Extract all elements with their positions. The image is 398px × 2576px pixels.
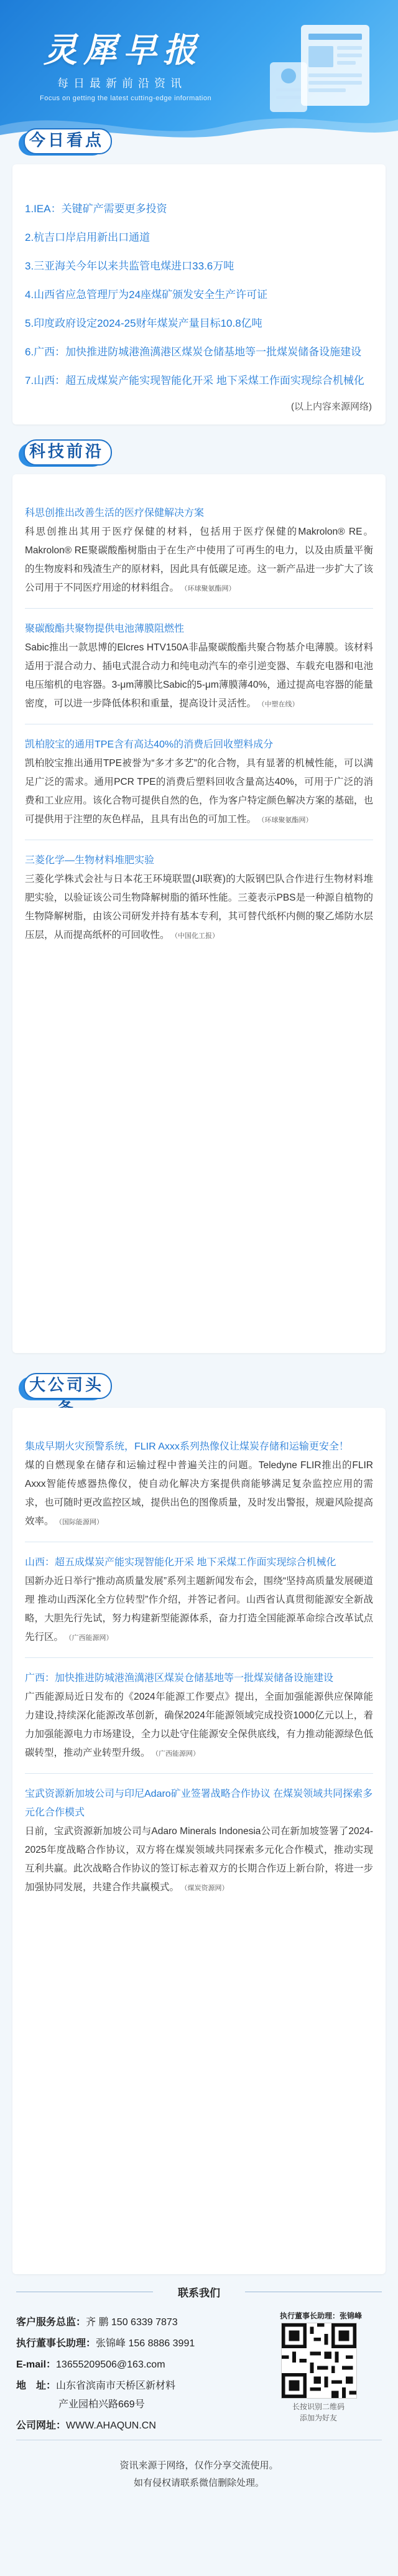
brand-title: 灵犀早报 xyxy=(44,32,203,69)
tech-card xyxy=(12,474,386,1353)
article-title[interactable]: 集成早期火灾预警系统，FLIR Axxx系列热像仪让煤炭存储和运输更安全！ xyxy=(25,1441,349,1452)
newspaper-illustration-icon xyxy=(264,19,382,118)
contact-address-line2: 产业园柏兴路669号 xyxy=(58,2399,145,2410)
section-title-tech: 科技前沿 xyxy=(16,436,118,467)
article-body xyxy=(12,870,386,945)
tech-list xyxy=(12,504,386,945)
article-source: （煤炭资源网） xyxy=(184,1885,229,1892)
article-title[interactable]: 广西：加快推进防城港渔澫港区煤炭仓储基地等一批煤炭储备设施建设 xyxy=(25,1673,334,1684)
article-body xyxy=(12,1822,386,1898)
article xyxy=(12,1785,386,1898)
article-body xyxy=(12,523,386,598)
qr-code-icon[interactable] xyxy=(281,2323,357,2399)
contact-website[interactable]: 公司网址：WWW.AHAQUN.CN xyxy=(16,2420,156,2431)
article-source: （中国化工报） xyxy=(174,932,220,940)
today-item[interactable]: 3.三亚海关今年以来共监管电煤进口33.6万吨 xyxy=(25,260,234,272)
today-item[interactable]: 4.山西省应急管理厅为24座煤矿颁发安全生产许可证 xyxy=(25,289,268,301)
article-text: 凯柏胶宝推出通用TPE被誉为“多才多艺”的化合物，具有显著的机械性能，可以满足广泛的需求。通用PCR TPE的消费后塑料回收含量高达40%，可用于广泛的消费和工业应用。该化合物可提供自然的色，作为客户特定颜色解决方案的基础，也可提供用于注塑的灰色样品，且具有出色的可加工性。 xyxy=(25,758,373,825)
article xyxy=(12,736,386,840)
footer-note-2: 如有侵权请联系微信删除处理。 xyxy=(133,2478,264,2488)
article-text: 国新办近日举行“推动高质量发展”系列主题新闻发布会，围绕“坚持高质量发展硬道理 推动山西深化全方位转型”作介绍，并答记者问。山西省认真贯彻能源安全新战略，大胆先行先试，努力构建新型能源体系，奋力打造全国能源革命综合改革试点先行区。 xyxy=(25,1576,373,1642)
article xyxy=(12,620,386,724)
article-source: （中塑在线） xyxy=(261,701,299,708)
footer-note-1: 资讯来源于网络，仅作分享交流使用。 xyxy=(119,2460,279,2471)
article xyxy=(12,851,386,945)
header-subtitle: 每日最新前沿资讯 xyxy=(57,77,187,90)
today-source: (以上内容来源网络) xyxy=(291,401,372,412)
article-divider xyxy=(25,1773,373,1774)
article-text: 煤的自燃现象在储存和运输过程中普遍关注的问题。Teledyne FLIR推出的FLIR Axxx智能传感器热像仪，使自动化解决方案提供商能够满足复杂监控应用的需求，也可随时更改监控区域，提供出色的图像质量，及时发出警报，规避风险提高效率。 xyxy=(25,1460,373,1527)
header-english: Focus on getting the latest cutting-edge information xyxy=(40,95,212,102)
article xyxy=(12,1669,386,1774)
today-item[interactable]: 7.山西：超五成煤炭产能实现智能化开采 地下采煤工作面实现综合机械化 xyxy=(25,375,364,386)
article xyxy=(12,1438,386,1542)
article-source: （广西能源网） xyxy=(155,1750,200,1758)
article-divider xyxy=(25,1657,373,1658)
article-title[interactable]: 科思创推出改善生活的医疗保健解决方案 xyxy=(25,508,205,518)
company-card xyxy=(12,1408,386,2274)
article-body xyxy=(12,639,386,714)
article xyxy=(12,1553,386,1658)
article-body xyxy=(12,1572,386,1647)
article-source: （环球聚氨酯网） xyxy=(261,817,313,824)
article-text: 广西能源局近日发布的《2024年能源工作要点》提出，全面加强能源供应保障能力建设,持续深化能源改革创新，确保2024年能源领域完成投资1000亿元以上，着力加强能源电力市场建设，全力以赴守住能源安全保供底线，有力推动能源绿色低碳转型，推动产业转型升级。 xyxy=(25,1692,373,1758)
article-text: 科思创推出其用于医疗保健的材料，包括用于医疗保健的Makrolon® RE。Makrolon® RE聚碳酸酯树脂由于在生产中使用了可再生的电力，以及由质量平衡的生物废料和残渣生产的原材料，因此具有低碳足迹。这一新产品进一步扩大了该公司用于不同医疗用途的材料组合。 xyxy=(25,527,373,593)
today-list xyxy=(12,199,386,391)
contact-heading: 联系我们 xyxy=(178,2287,220,2299)
today-item[interactable]: 2.杭吉口岸启用新出口通道 xyxy=(25,232,150,243)
section-title-company: 大公司头 xyxy=(16,1369,118,1400)
article-title[interactable]: 凯柏胶宝的通用TPE含有高达40%的消费后回收塑料成分 xyxy=(25,739,274,750)
article-source: （环球聚氨酯网） xyxy=(184,585,236,592)
today-item[interactable]: 6.广西：加快推进防城港渔澫港区煤炭仓储基地等一批煤炭储备设施建设 xyxy=(25,346,362,358)
contact-address: 地 址：山东省滨南市天桥区新材料 xyxy=(16,2381,176,2391)
today-item[interactable]: 1.IEA：关键矿产需要更多投资 xyxy=(25,203,167,215)
qr-caption-2: 添加为好友 xyxy=(299,2414,337,2422)
qr-caption-top: 执行董事长助理：张锦峰 xyxy=(279,2311,362,2320)
today-card xyxy=(12,164,386,424)
company-list xyxy=(12,1438,386,1898)
contact-email[interactable]: E-mail：13655209506@163.com xyxy=(16,2359,165,2370)
article-body xyxy=(12,1456,386,1532)
header-banner xyxy=(0,0,398,144)
article-body xyxy=(12,754,386,830)
article xyxy=(12,504,386,609)
article-text: 日前，宝武资源新加坡公司与Adaro Minerals Indonesia公司在新加坡签署了2024-2025年度战略合作协议，双方将在煤炭领域共同探索多元化合作模式，推动实现互利共赢。此次战略合作协议的签订标志着双方的长期合作迈上新台阶，将进一步加强协同发展，共建合作共赢模式。 xyxy=(25,1826,373,1893)
section-title-today: 今日看点 xyxy=(16,124,118,156)
article-title[interactable]: 山西：超五成煤炭产能实现智能化开采 地下采煤工作面实现综合机械化 xyxy=(25,1557,336,1568)
article-title[interactable]: 宝武资源新加坡公司与印尼Adaro矿业签署战略合作协议 在煤炭领域共同探索多元化合作模式 xyxy=(25,1789,373,1818)
contact-exec: 执行董事长助理：张锦峰 156 8886 3991 xyxy=(16,2338,195,2349)
article-source: （国际能源网） xyxy=(58,1519,104,1526)
article-title[interactable]: 聚碳酸酯共聚物提供电池薄膜阻燃性 xyxy=(25,624,185,634)
article-text: Sabic推出一款思博的Elcres HTV150A非晶聚碳酸酯共聚合物基介电薄膜。该材料适用于混合动力、插电式混合动力和纯电动汽车的牵引逆变器、车载充电器和电池电压缩机的电容器。3-μm薄膜比Sabic的5-μm薄膜薄40%，通过提高电容器的能量密度，可以进一步降低体积和重量，提高设计灵活性。 xyxy=(25,642,373,709)
contact-service: 客户服务总监：齐 鹏 150 6339 7873 xyxy=(16,2317,178,2328)
article-title[interactable]: 三菱化学—生物材料堆肥实验 xyxy=(25,855,155,866)
today-item[interactable]: 5.印度政府设定2024-25财年煤炭产量目标10.8亿吨 xyxy=(25,317,262,329)
qr-caption-1: 长按识别二维码 xyxy=(292,2402,345,2411)
article-body xyxy=(12,1688,386,1763)
article-text: 三菱化学株式会社与日本花王环境联盟(JI联赛)的大阪钢巴队合作进行生物材料堆肥实验，以验证该公司生物降解树脂的循环性能。三菱表示PBS是一种源自植物的生物降解树脂，由该公司研发并持有基本专利，其可替代纸杯内侧的聚乙烯防水层压层，从而提高纸杯的可回收性。 xyxy=(25,874,373,940)
article-divider xyxy=(25,608,373,609)
article-source: （广西能源网） xyxy=(68,1634,113,1642)
